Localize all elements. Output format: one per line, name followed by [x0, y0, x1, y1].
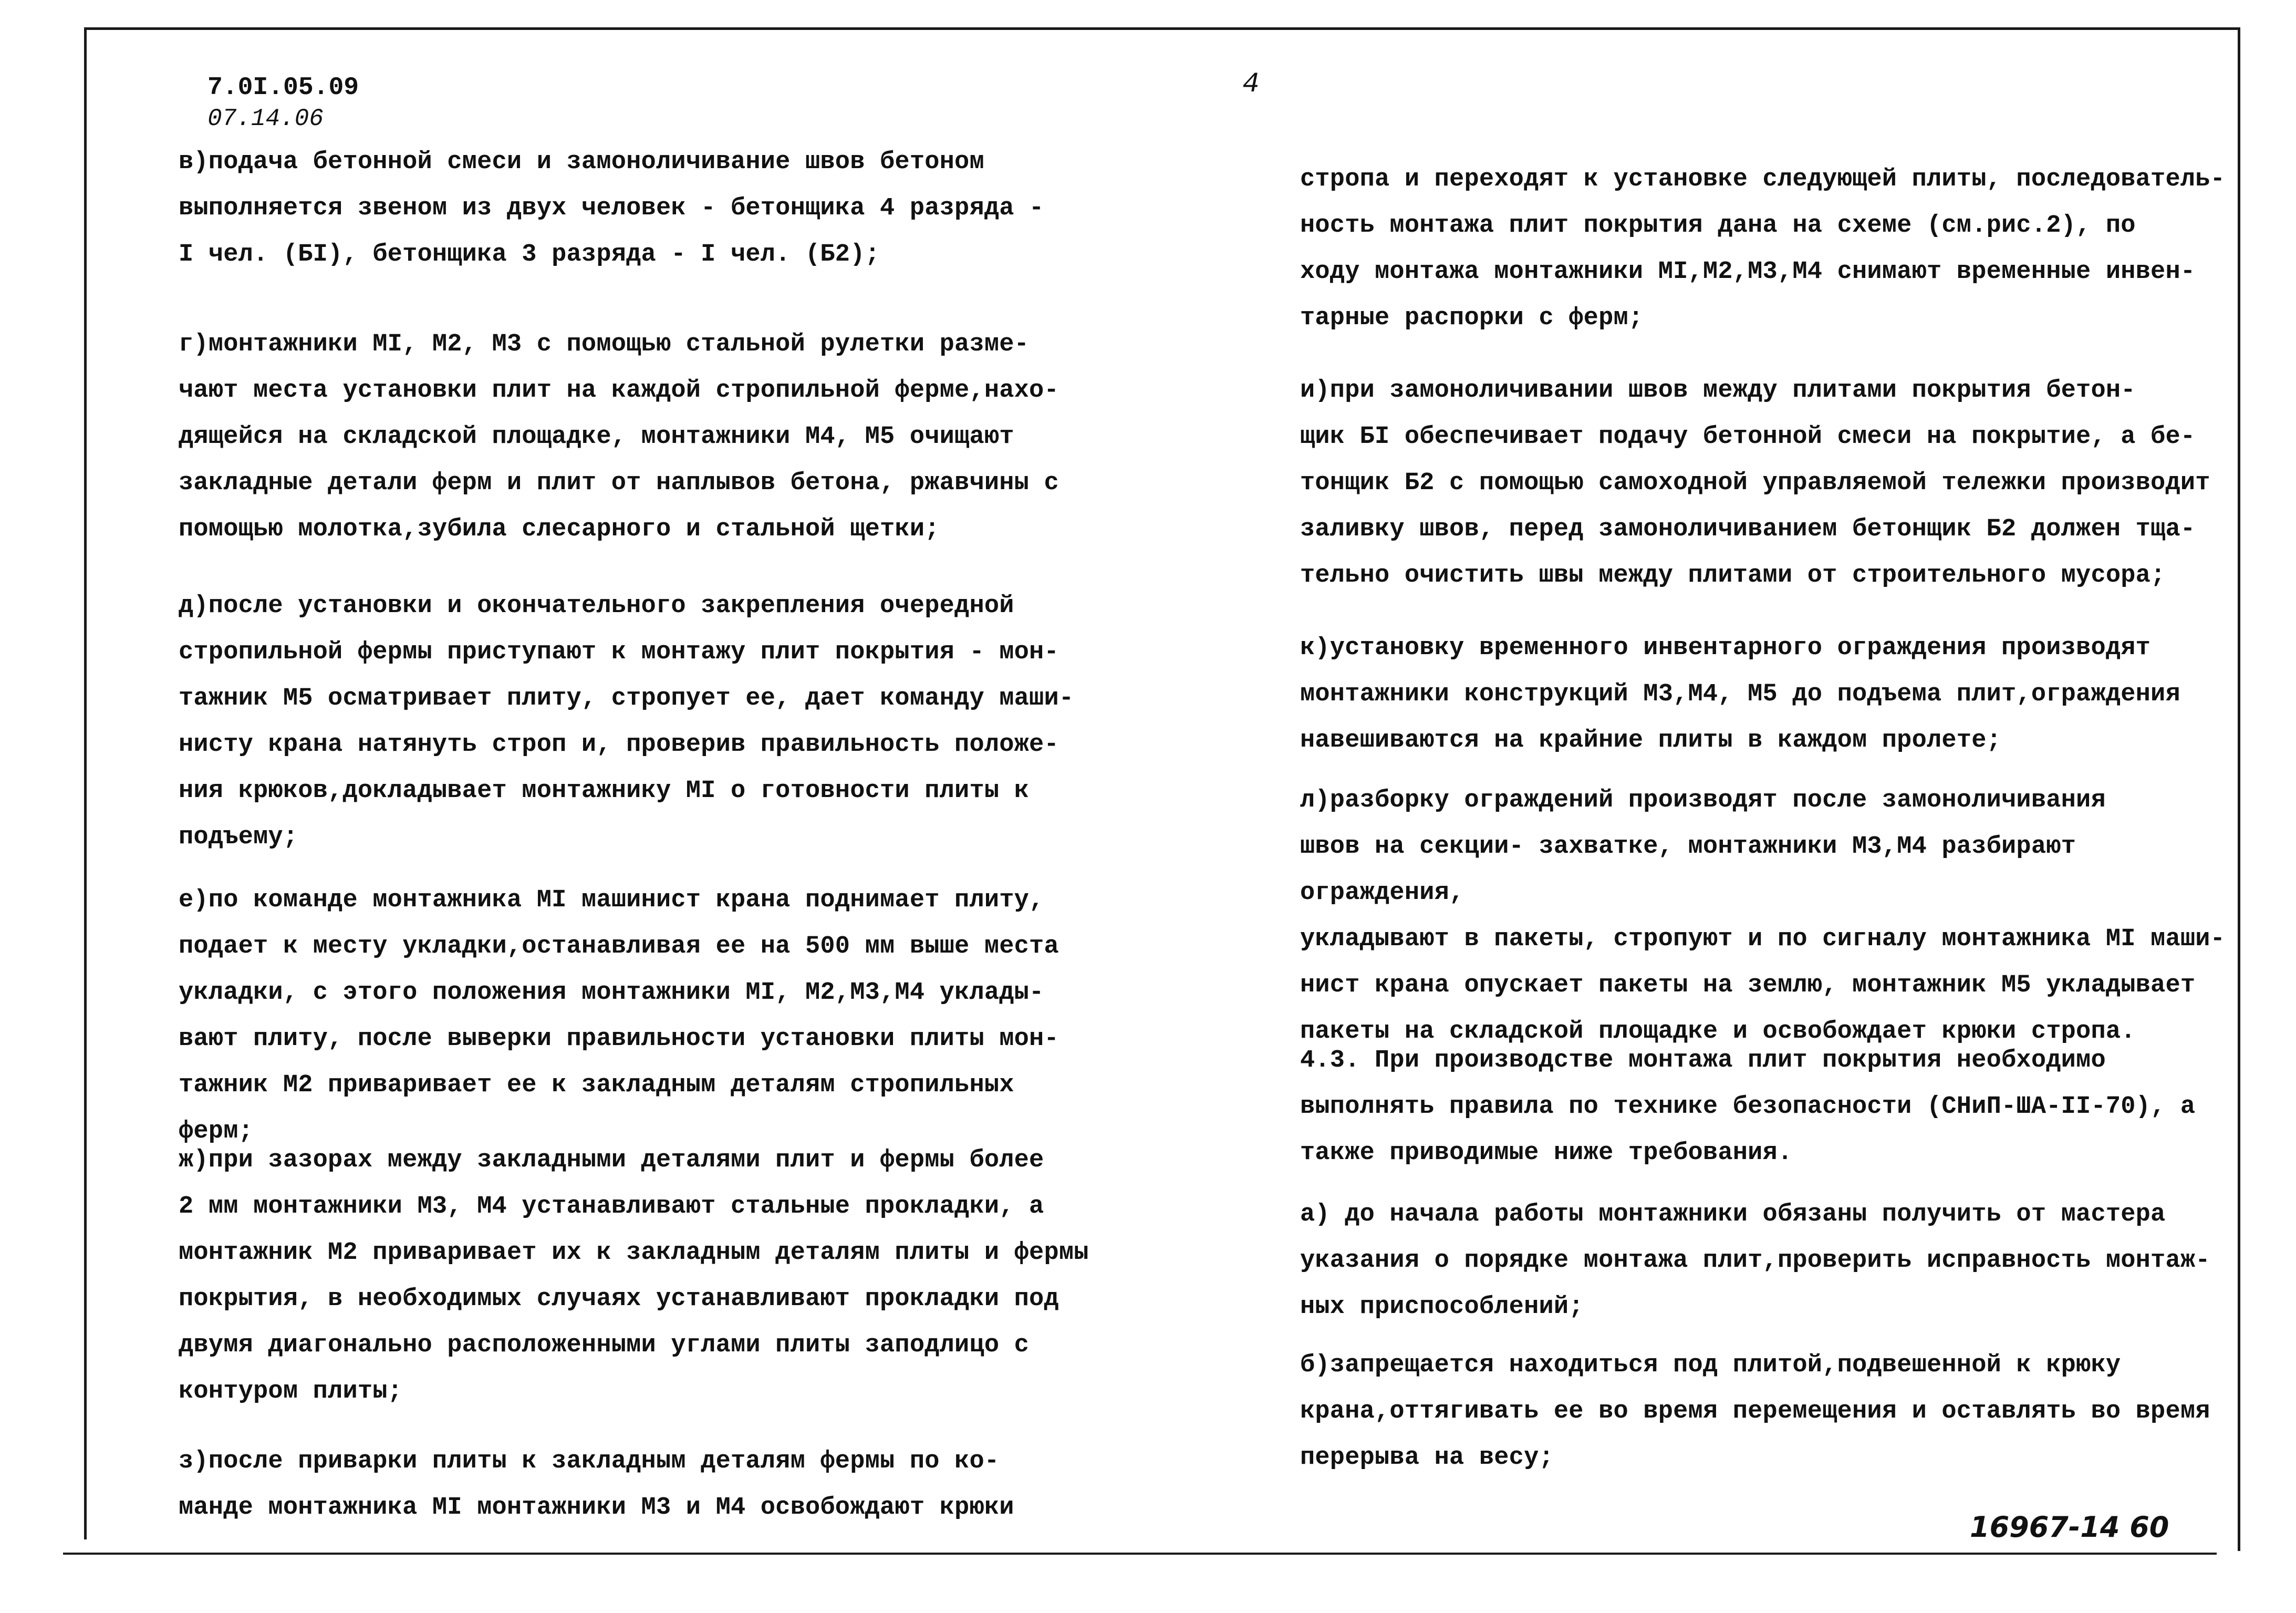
paragraph-continuation: стропа и переходят к установке следующей плиты, последователь- ность монтажа плит покрытия дана на схеме (см.рис.2), по ходу монтажа монтажники МI,М2,М3,М4 снимают временные инвен- тарные распорки с ферм;	[1300, 166, 2226, 332]
paragraph-a: а) до начала работы монтажники обязаны получить от мастера указания о порядке монтажа плит,проверить исправность монтаж- ных приспособлений;	[1300, 1201, 2210, 1321]
paragraph-l: л)разборку ограждений производят после замоноличивания швов на секции- захватке, монтажники М3,М4 разбирают ограждения, укладывают в пакеты, стропуют и по сигналу монтажника МI маши- нист крана опускает пакеты на землю, монтажник М5 укладывает пакеты на складской площадке и освобождает крюки стропа.	[1300, 787, 2226, 1046]
frame-top-border	[84, 27, 2240, 30]
paragraph-i: и)при замоноличивании швов между плитами покрытия бетон- щик БI обеспечивает подачу бетонной смеси на покрытие, а бе- тонщик Б2 с помощью самоходной управляемой тележки производит заливку швов, перед замоноличиванием бетонщик Б2 должен тща- тельно очистить швы между плитами от строительного мусора;	[1300, 377, 2210, 590]
handwritten-code: 07.14.06	[207, 105, 324, 132]
paragraph-d: д)после установки и окончательного закрепления очередной стропильной фермы приступают к монтажу плит покрытия - мон- тажник М5 осматривает плиту, стропует ее, дает команду маши- нисту крана натянуть строп и, проверив правильность положе- ния крюков,докладывает монтажнику МI о готовности плиты к подъему;	[179, 592, 1074, 851]
paragraph-z: з)после приварки плиты к закладным деталям фермы по ко- манде монтажника МI монтажники М3 и М4 освобождают крюки	[179, 1447, 1014, 1522]
sheet-number: 16967-14 60	[1970, 1511, 2169, 1544]
paragraph-k: к)установку временного инвентарного ограждения производят монтажники конструкций М3,М4, М5 до подъема плит,ограждения навешиваются на крайние плиты в каждом пролете;	[1300, 634, 2180, 754]
paragraph-zh: ж)при зазорах между закладными деталями плит и фермы более 2 мм монтажники М3, М4 устанавливают стальные прокладки, а монтажник М2 приваривает их к закладным деталям плиты и фермы покрытия, в необходимых случаях устанавливают прокладки под двумя диагонально расположенными углами плиты заподлицо с контуром плиты;	[179, 1146, 1089, 1405]
paragraph-4-3: 4.3. При производстве монтажа плит покрытия необходимо выполнять правила по технике безопасности (СНиП-ША-II-70), а также приводимые ниже требования.	[1300, 1047, 2196, 1167]
frame-left-border	[84, 27, 87, 1539]
frame-bottom-border	[63, 1553, 2217, 1555]
paragraph-g: г)монтажники МI, М2, М3 с помощью стальной рулетки разме- чают места установки плит на каждой стропильной ферме,нахо- дящейся на складской площадке, монтажники М4, М5 очищают закладные детали ферм и плит от наплывов бетона, ржавчины с помощью молотка,зубила слесарного и стальной щетки;	[179, 330, 1059, 543]
paragraph-e: е)по команде монтажника МI машинист крана поднимает плиту, подает к месту укладки,останавливая ее на 500 мм выше места укладки, с этого положения монтажники МI, М2,М3,М4 уклады- вают плиту, после выверки правильности установки плиты мон- тажник М2 приваривает ее к закладным деталям стропильных ферм;	[179, 886, 1059, 1145]
frame-right-border	[2238, 27, 2240, 1551]
document-code: 7.0I.05.09	[207, 74, 359, 102]
page-number: 4	[1242, 68, 1260, 100]
paragraph-b: б)запрещается находиться под плитой,подвешенной к крюку крана,оттягивать ее во время перемещения и оставлять во время перерыва на весу;	[1300, 1351, 2210, 1472]
paragraph-v: в)подача бетонной смеси и замоноличивание швов бетоном выполняется звеном из двух человек - бетонщика 4 разряда - I чел. (БI), бетонщика 3 разряда - I чел. (Б2);	[179, 148, 1044, 268]
